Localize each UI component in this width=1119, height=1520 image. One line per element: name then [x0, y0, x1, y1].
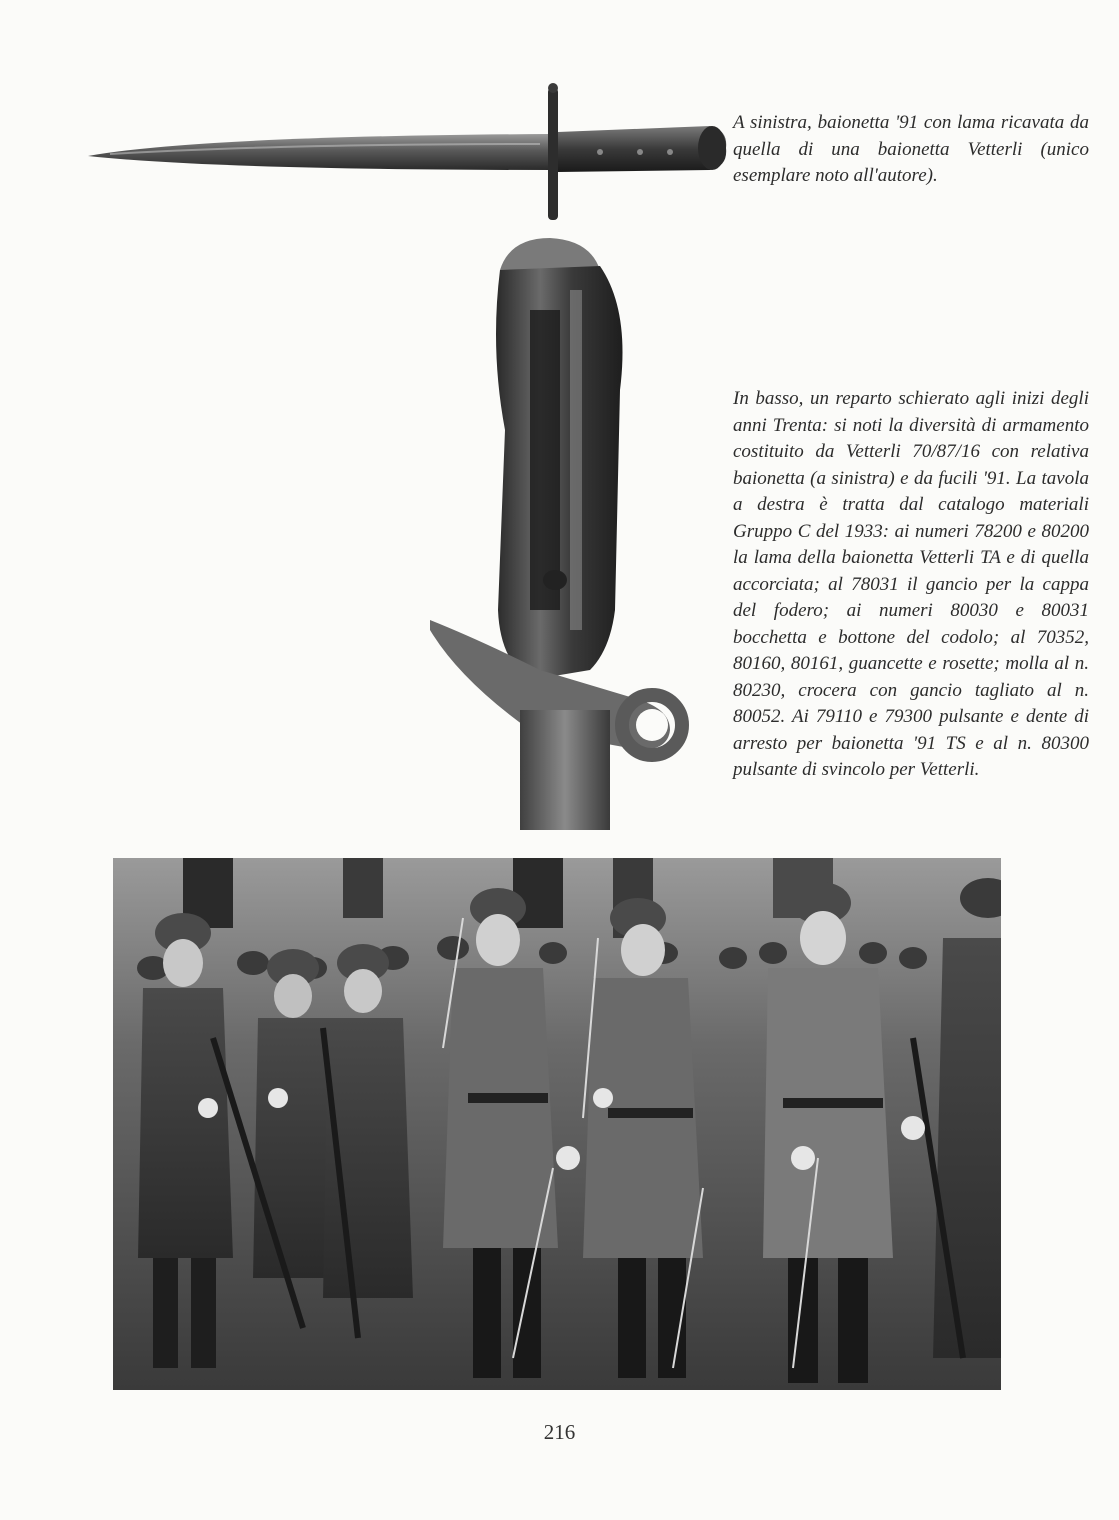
page-number: 216 [543, 1420, 576, 1444]
bayonet-photo [80, 78, 730, 228]
caption-bayonet: A sinistra, baionetta '91 con lama ricavata da quella di una baionetta Vetterli (unico esemplare noto all'autore). [733, 112, 1089, 186]
caption-troops: In basso, un reparto schierato agli inizi degli anni Trenta: si noti la diversità di armamento costituito da Vetterli 70/87/16 con relativa baionetta (a sinistra) e da fucili '91. La tavola a destra è tratta dal catalogo materiali Gruppo C del 1933: ai numeri 78200 e 80200 la lama della baionetta Vetterli TA e di quella accorciata; al 78031 il gancio per la cappa del fodero; ai numeri 80030 e 80031 bocchetta e bottone del codolo; al 70352, 80160, 80161, guancette e rosette; molla al n. 80230, crocera con gancio tagliato al n. 80052. Ai 79110 e 79300 pulsante e dente di arresto per baionetta '91 TS e al n. 80300 pulsante di svincolo per Vetterli. [733, 388, 1089, 780]
troops-photo [113, 858, 1001, 1390]
bayonet-hilt-photo [420, 230, 710, 830]
